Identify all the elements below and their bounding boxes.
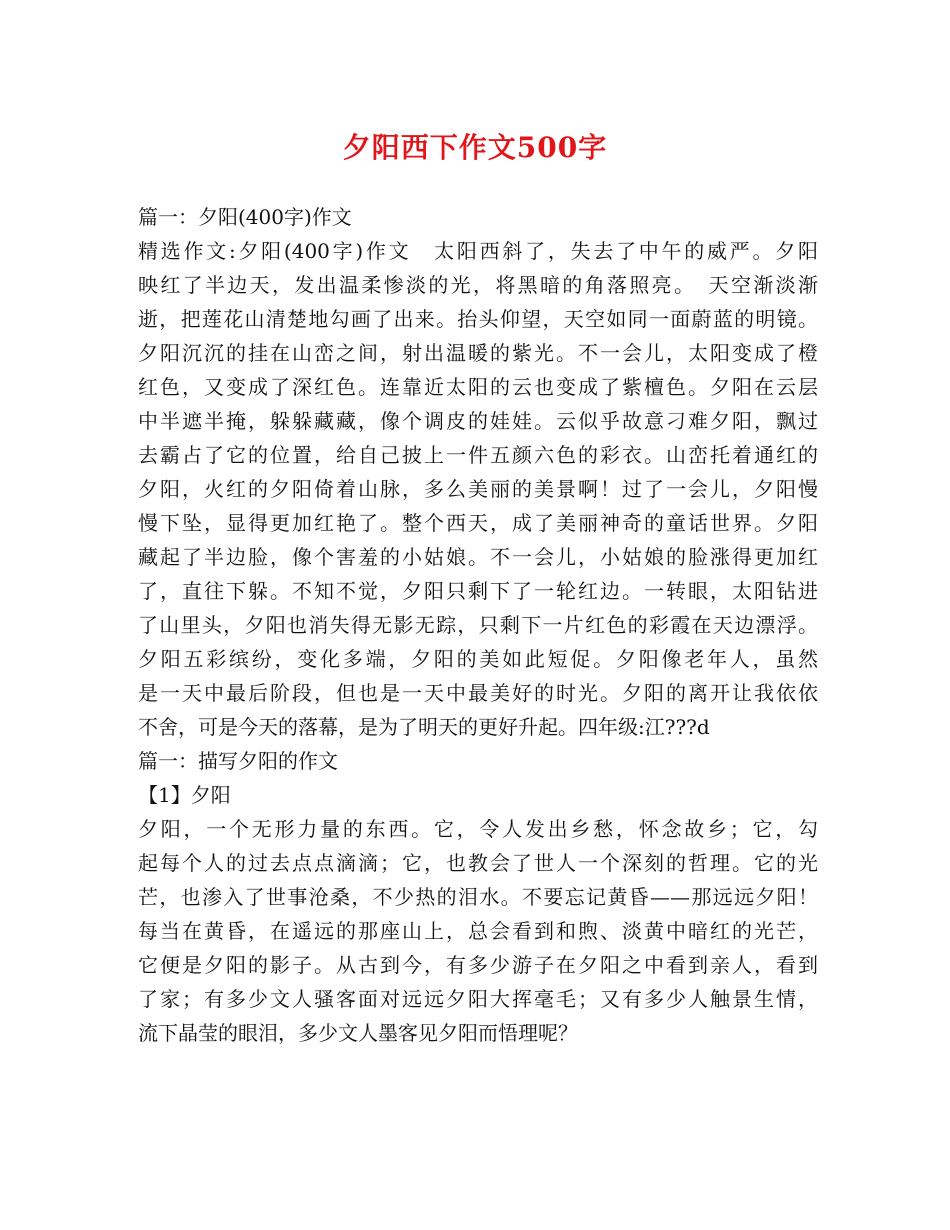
text-line: 精选作文:夕阳(400字)作文 太阳西斜了，失去了中午的威严。夕阳 (138, 239, 818, 263)
text-line: 去霸占了它的位置，给自己披上一件五颜六色的彩衣。山峦托着通红的 (138, 443, 818, 467)
text-line: 篇一：夕阳(400字)作文 (138, 205, 352, 229)
text-line: 每当在黄昏，在遥远的那座山上，总会看到和煦、淡黄中暗红的光芒， (138, 919, 818, 943)
text-line: 是一天中最后阶段，但也是一天中最美好的时光。夕阳的离开让我依依 (138, 681, 818, 705)
document-title: 夕阳西下作文500字 (342, 131, 608, 164)
text-line: 红色，又变成了深红色。连靠近太阳的云也变成了紫檀色。夕阳在云层 (138, 375, 818, 399)
text-line: 映红了半边天，发出温柔惨淡的光，将黑暗的角落照亮。 天空渐淡渐 (138, 273, 818, 297)
text-line: 芒，也渗入了世事沧桑，不少热的泪水。不要忘记黄昏——那远远夕阳！ (138, 885, 818, 909)
text-line: 了家；有多少文人骚客面对远远夕阳大挥毫毛；又有多少人触景生情， (138, 987, 818, 1011)
text-line: 它便是夕阳的影子。从古到今，有多少游子在夕阳之中看到亲人，看到 (138, 953, 818, 977)
text-line: 夕阳，一个无形力量的东西。它，令人发出乡愁，怀念故乡；它，勾 (138, 817, 818, 841)
text-line: 夕阳五彩缤纷，变化多端，夕阳的美如此短促。夕阳像老年人，虽然 (138, 647, 818, 671)
section-heading: 篇一：描写夕阳的作文 (138, 749, 338, 773)
text-line: 慢下坠，显得更加红艳了。整个西天，成了美丽神奇的童话世界。夕阳 (138, 511, 818, 535)
text-line: 起每个人的过去点点滴滴；它，也教会了世人一个深刻的哲理。它的光 (138, 851, 818, 875)
text-line: 夕阳沉沉的挂在山峦之间，射出温暖的紫光。不一会儿，太阳变成了橙 (138, 341, 818, 365)
subsection-heading: 【1】夕阳 (138, 783, 231, 807)
text-line: 了，直往下躲。不知不觉，夕阳只剩下了一轮红边。一转眼，太阳钻进 (138, 579, 818, 603)
text-line: 流下晶莹的眼泪，多少文人墨客见夕阳而悟理呢？ (138, 1021, 578, 1045)
text-line: 逝，把莲花山清楚地勾画了出来。抬头仰望，天空如同一面蔚蓝的明镜。 (138, 307, 818, 331)
text-line: 夕阳，火红的夕阳倚着山脉，多么美丽的美景啊！过了一会儿，夕阳慢 (138, 477, 818, 501)
text-line: 藏起了半边脸，像个害羞的小姑娘。不一会儿，小姑娘的脸涨得更加红 (138, 545, 818, 569)
text-line: 中半遮半掩，躲躲藏藏，像个调皮的娃娃。云似乎故意刁难夕阳，飘过 (138, 409, 818, 433)
text-line: 不舍，可是今天的落幕，是为了明天的更好升起。四年级:江???d (138, 715, 710, 739)
text-line: 了山里头，夕阳也消失得无影无踪，只剩下一片红色的彩霞在天边漂浮。 (138, 613, 818, 637)
